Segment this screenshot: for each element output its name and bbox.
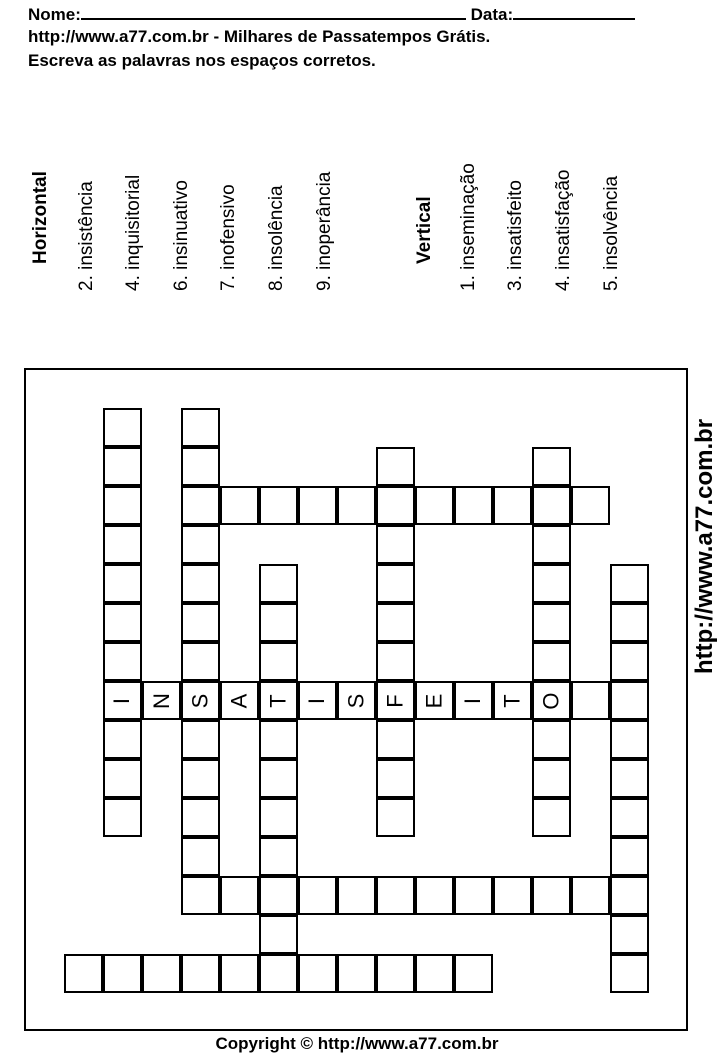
grid-cell[interactable]: [337, 954, 376, 993]
grid-cell[interactable]: [181, 837, 220, 876]
grid-cell[interactable]: [181, 798, 220, 837]
copyright-footer: Copyright © http://www.a77.com.br: [215, 1034, 499, 1053]
grid-cell[interactable]: [181, 408, 220, 447]
horizontal-clue: 2. insistência: [76, 181, 97, 291]
grid-cell[interactable]: [376, 876, 415, 915]
grid-letter: O: [538, 691, 564, 710]
grid-cell[interactable]: [610, 642, 649, 681]
grid-cell[interactable]: [493, 486, 532, 525]
grid-cell[interactable]: [181, 642, 220, 681]
vertical-title: Vertical: [414, 196, 435, 264]
grid-cell[interactable]: [259, 915, 298, 954]
grid-cell[interactable]: [181, 954, 220, 993]
grid-cell[interactable]: [376, 447, 415, 486]
name-field[interactable]: [81, 3, 466, 20]
grid-cell[interactable]: [298, 876, 337, 915]
grid-cell[interactable]: [532, 681, 571, 720]
side-url: http://www.a77.com.br: [691, 418, 718, 674]
grid-cell[interactable]: [259, 720, 298, 759]
grid-cell[interactable]: [493, 876, 532, 915]
horizontal-clue: 8. insolência: [266, 185, 287, 291]
grid-cell[interactable]: [493, 681, 532, 720]
grid-cell[interactable]: [337, 876, 376, 915]
grid-cell[interactable]: [259, 681, 298, 720]
horizontal-clue: 9. inoperância: [314, 171, 335, 291]
grid-cell[interactable]: [103, 603, 142, 642]
horizontal-title: Horizontal: [30, 171, 51, 264]
grid-cell[interactable]: [376, 681, 415, 720]
grid-cell[interactable]: [532, 759, 571, 798]
grid-cell[interactable]: [103, 720, 142, 759]
grid-cell[interactable]: [259, 759, 298, 798]
grid-cell[interactable]: [415, 681, 454, 720]
grid-cell[interactable]: [532, 720, 571, 759]
instruction: Escreva as palavras nos espaços corretos.: [28, 51, 376, 70]
grid-cell[interactable]: [142, 954, 181, 993]
grid-letter: I: [109, 697, 135, 704]
grid-cell[interactable]: [376, 759, 415, 798]
horizontal-clue: 7. inofensivo: [218, 184, 239, 291]
grid-cell[interactable]: [454, 954, 493, 993]
grid-cell[interactable]: [376, 564, 415, 603]
grid-cell[interactable]: [610, 954, 649, 993]
grid-cell[interactable]: [415, 486, 454, 525]
grid-cell[interactable]: [103, 681, 142, 720]
vertical-clue: 5. insolvência: [601, 175, 622, 291]
grid-cell[interactable]: [532, 798, 571, 837]
grid-letter: T: [265, 693, 291, 708]
grid-cell[interactable]: [532, 876, 571, 915]
grid-cell[interactable]: [103, 564, 142, 603]
grid-cell[interactable]: [571, 486, 610, 525]
grid-cell[interactable]: [103, 954, 142, 993]
grid-letter: S: [187, 693, 213, 708]
grid-cell[interactable]: [610, 681, 649, 720]
grid-cell[interactable]: [64, 954, 103, 993]
vertical-clue: 1. inseminação: [458, 163, 479, 291]
grid-cell[interactable]: [415, 876, 454, 915]
grid-cell[interactable]: [532, 525, 571, 564]
grid-cell[interactable]: [259, 642, 298, 681]
grid-cell[interactable]: [337, 486, 376, 525]
grid-cell[interactable]: [103, 408, 142, 447]
grid-cell[interactable]: [415, 954, 454, 993]
grid-cell[interactable]: [181, 759, 220, 798]
grid-cell[interactable]: [181, 564, 220, 603]
grid-cell[interactable]: [298, 486, 337, 525]
grid-cell[interactable]: [376, 798, 415, 837]
grid-cell[interactable]: [259, 954, 298, 993]
grid-cell[interactable]: [181, 486, 220, 525]
grid-cell[interactable]: [259, 564, 298, 603]
grid-cell[interactable]: [181, 720, 220, 759]
grid-letter: F: [382, 693, 408, 708]
grid-cell[interactable]: [220, 876, 259, 915]
grid-cell[interactable]: [376, 720, 415, 759]
grid-cell[interactable]: [103, 798, 142, 837]
grid-cell[interactable]: [571, 876, 610, 915]
grid-letter: E: [421, 693, 447, 708]
grid-cell[interactable]: [376, 525, 415, 564]
grid-cell[interactable]: [610, 837, 649, 876]
grid-cell[interactable]: [610, 915, 649, 954]
grid-cell[interactable]: [454, 876, 493, 915]
grid-cell[interactable]: [181, 447, 220, 486]
grid-cell[interactable]: [259, 837, 298, 876]
grid-cell[interactable]: [532, 642, 571, 681]
grid-cell[interactable]: [220, 954, 259, 993]
grid-cell[interactable]: [610, 720, 649, 759]
grid-cell[interactable]: [142, 681, 181, 720]
name-label: Nome:: [28, 5, 81, 24]
grid-cell[interactable]: [532, 564, 571, 603]
grid-cell[interactable]: [337, 681, 376, 720]
grid-cell[interactable]: [376, 642, 415, 681]
grid-cell[interactable]: [610, 759, 649, 798]
grid-cell[interactable]: [532, 486, 571, 525]
grid-cell[interactable]: [610, 798, 649, 837]
horizontal-clue: 6. insinuativo: [171, 180, 192, 291]
grid-cell[interactable]: [181, 876, 220, 915]
grid-cell[interactable]: [259, 798, 298, 837]
grid-cell[interactable]: [532, 447, 571, 486]
grid-cell[interactable]: [220, 681, 259, 720]
grid-cell[interactable]: [376, 486, 415, 525]
grid-cell[interactable]: [259, 603, 298, 642]
grid-cell[interactable]: [181, 603, 220, 642]
site-line: http://www.a77.com.br - Milhares de Passatempos Grátis.: [28, 27, 491, 46]
grid-letter: T: [499, 693, 525, 708]
horizontal-clue: 4. inquisitorial: [123, 174, 144, 291]
grid-letter: A: [226, 693, 252, 708]
grid-cell[interactable]: [259, 876, 298, 915]
grid-cell[interactable]: [103, 525, 142, 564]
date-field[interactable]: [513, 3, 635, 20]
grid-cell[interactable]: [259, 486, 298, 525]
grid-cell[interactable]: [610, 876, 649, 915]
grid-cell[interactable]: [376, 603, 415, 642]
grid-cell[interactable]: [571, 681, 610, 720]
grid-letter: I: [460, 697, 486, 704]
name-date-line: [28, 3, 635, 25]
grid-cell[interactable]: [220, 486, 259, 525]
grid-cell[interactable]: [103, 486, 142, 525]
grid-cell[interactable]: [103, 642, 142, 681]
vertical-clue: 4. insatisfação: [553, 169, 574, 291]
grid-cell[interactable]: [610, 603, 649, 642]
grid-cell[interactable]: [532, 603, 571, 642]
grid-cell[interactable]: [181, 681, 220, 720]
grid-cell[interactable]: [103, 447, 142, 486]
grid-letter: N: [148, 692, 174, 709]
grid-cell[interactable]: [103, 759, 142, 798]
grid-cell[interactable]: [298, 954, 337, 993]
grid-cell[interactable]: [610, 564, 649, 603]
grid-cell[interactable]: [298, 681, 337, 720]
vertical-clue: 3. insatisfeito: [505, 180, 526, 291]
grid-letter: I: [304, 697, 330, 704]
grid-cell[interactable]: [454, 681, 493, 720]
grid-cell[interactable]: [454, 486, 493, 525]
date-label: Data:: [470, 5, 514, 24]
grid-cell[interactable]: [181, 525, 220, 564]
grid-cell[interactable]: [376, 954, 415, 993]
grid-letter: S: [343, 693, 369, 708]
